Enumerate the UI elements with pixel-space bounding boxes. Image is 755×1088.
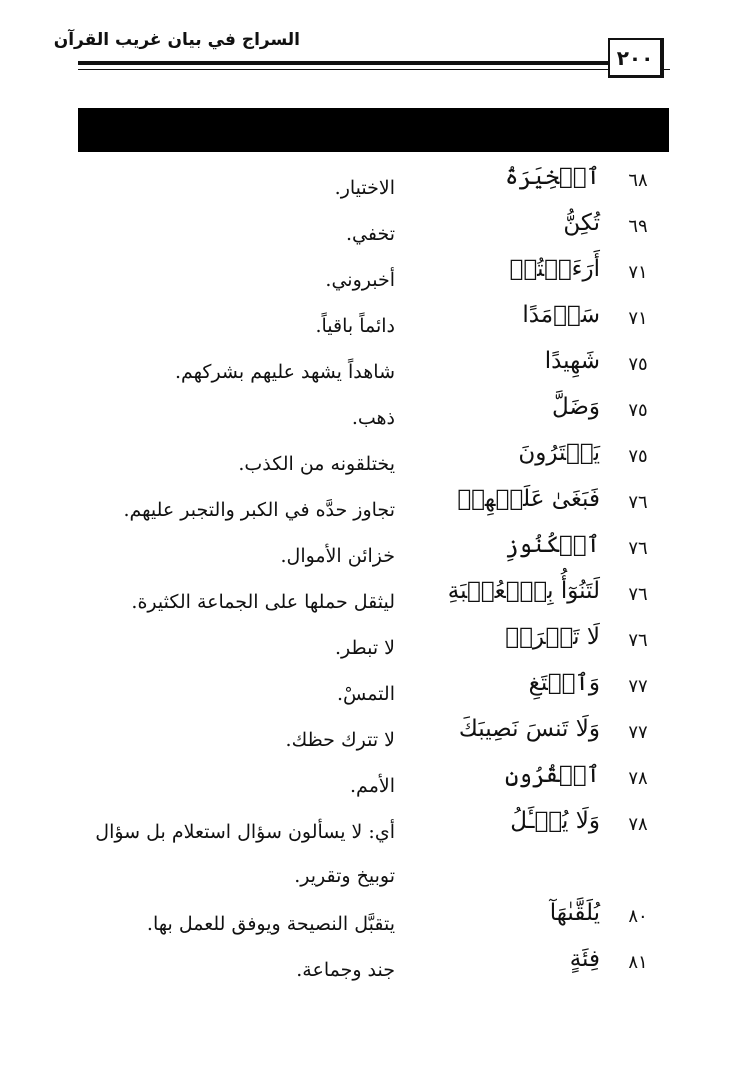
word-meaning: يتقبَّل النصيحة ويوفق للعمل بها. — [146, 913, 395, 935]
glossary-row — [0, 666, 755, 712]
glossary-row — [0, 896, 755, 942]
glossary-row — [0, 528, 755, 574]
book-title: السراج في بيان غريب القرآن — [53, 30, 300, 50]
quran-word: يُلَقَّىٰهَآ — [549, 900, 600, 926]
quran-word: وَلَا تَنسَ نَصِيبَكَ — [458, 716, 600, 742]
glossary-row — [0, 298, 755, 344]
word-meaning: تجاوز حدَّه في الكبر والتجبر عليهم. — [123, 499, 395, 521]
word-meaning: أي: لا يسألون سؤال استعلام بل سؤال توبيخ وتقرير. — [95, 821, 395, 887]
quran-word: تُكِنُّ — [563, 210, 600, 236]
verse-number: ٧٧ — [628, 722, 648, 743]
quran-word: فَبَغَىٰ عَلَيۡهِمۡ — [457, 486, 600, 512]
quran-word: أَرَءَيۡتُمۡ — [509, 256, 600, 282]
verse-number: ٧٧ — [628, 676, 648, 697]
word-meaning: ذهب. — [351, 407, 395, 429]
quran-word: وَلَا يُسۡـَٔلُ — [510, 808, 600, 834]
quran-word: لَتَنُوٓأُ بِٱلۡعُصۡبَةِ — [447, 578, 600, 604]
quran-word: ٱلۡقُرُونِ — [505, 762, 600, 788]
quran-word: سَرۡمَدًا — [522, 302, 600, 328]
quran-word: يَفۡتَرُونَ — [518, 440, 600, 466]
verse-number: ٧٨ — [628, 814, 648, 835]
glossary-row — [0, 942, 755, 988]
word-meaning: تخفي. — [345, 223, 395, 245]
quran-word: وَضَلَّ — [551, 394, 600, 420]
quran-word: شَهِيدًا — [544, 348, 600, 374]
verse-number: ٧٥ — [628, 400, 648, 421]
verse-number: ٨٠ — [628, 906, 648, 927]
word-meaning: دائماً باقياً. — [315, 315, 395, 337]
word-meaning: لا تبطر. — [334, 637, 395, 659]
verse-number: ٧١ — [628, 308, 648, 329]
header-rule-thin — [78, 69, 608, 70]
glossary-row — [0, 252, 755, 298]
glossary-row — [0, 390, 755, 436]
glossary-row — [0, 160, 755, 206]
quran-word: لَا تَفۡرَحۡ — [505, 624, 600, 650]
glossary-list — [0, 160, 755, 988]
verse-number: ٧١ — [628, 262, 648, 283]
glossary-row — [0, 758, 755, 804]
verse-number: ٧٦ — [628, 538, 648, 559]
verse-number: ٧٦ — [628, 492, 648, 513]
verse-number: ٦٩ — [628, 216, 648, 237]
word-meaning: الأمم. — [350, 775, 395, 797]
page-header — [0, 0, 755, 100]
verse-number: ٧٥ — [628, 354, 648, 375]
glossary-row — [0, 436, 755, 482]
glossary-row — [0, 574, 755, 620]
quran-word: وَٱبۡتَغِ — [528, 670, 600, 696]
word-meaning: أخبروني. — [325, 269, 395, 291]
word-meaning: التمسْ. — [336, 683, 395, 705]
verse-number: ٧٦ — [628, 584, 648, 605]
word-meaning: خزائن الأموال. — [280, 545, 395, 567]
verse-number: ٧٥ — [628, 446, 648, 467]
verse-number: ٧٨ — [628, 768, 648, 789]
verse-number: ٧٦ — [628, 630, 648, 651]
glossary-row — [0, 804, 755, 896]
quran-word: ٱلۡكُنُوزِ — [505, 532, 600, 558]
quran-word: ٱلۡخِيَرَةُ — [505, 164, 600, 190]
word-meaning: ليثقل حملها على الجماعة الكثيرة. — [131, 591, 395, 613]
glossary-row — [0, 206, 755, 252]
glossary-row — [0, 620, 755, 666]
glossary-row — [0, 344, 755, 390]
word-meaning: جند وجماعة. — [296, 959, 395, 981]
glossary-row — [0, 712, 755, 758]
quran-word: فِئَةٍ — [569, 946, 600, 972]
verse-number: ٨١ — [628, 952, 648, 973]
word-meaning: لا تترك حظك. — [285, 729, 395, 751]
glossary-row — [0, 482, 755, 528]
page-number: ٢٠٠ — [608, 38, 664, 78]
word-meaning: الاختيار. — [334, 177, 395, 199]
verse-number: ٦٨ — [628, 170, 648, 191]
header-rule-thick — [78, 61, 608, 65]
word-meaning: شاهداً يشهد عليهم بشركهم. — [174, 361, 395, 383]
word-meaning: يختلقونه من الكذب. — [238, 453, 395, 475]
section-heading-bar — [78, 108, 669, 152]
